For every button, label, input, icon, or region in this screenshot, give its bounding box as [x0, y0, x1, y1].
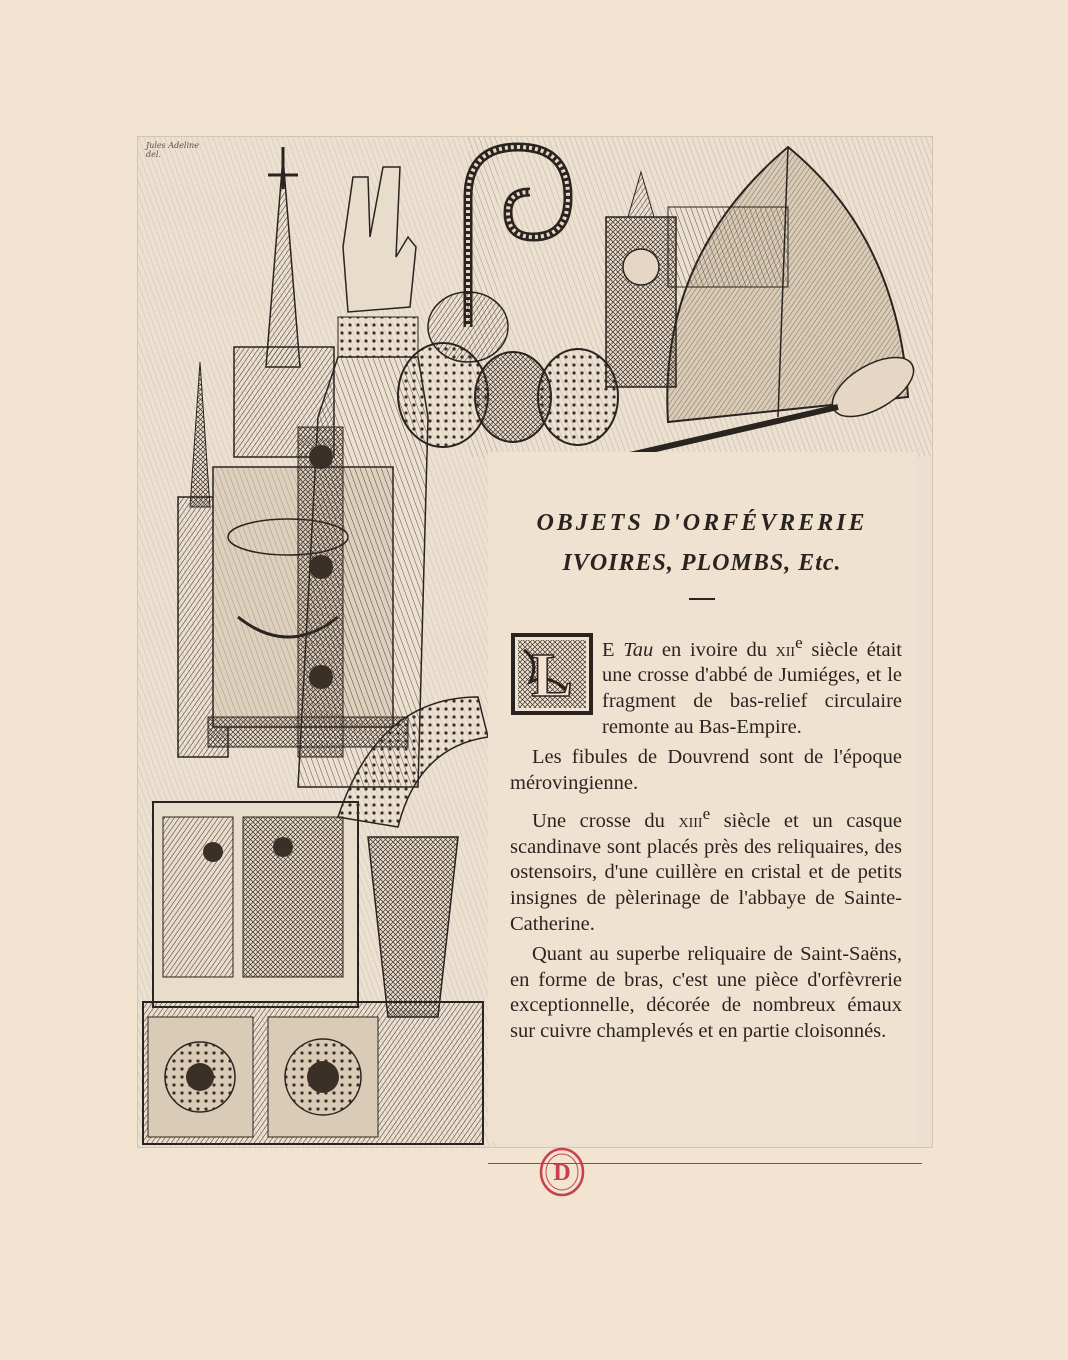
p3-pre: Une crosse du: [532, 810, 679, 833]
dropcap-continuation: E: [602, 638, 624, 661]
ornamental-rule: [689, 598, 715, 600]
p3-century: xiii: [678, 810, 703, 833]
drop-cap-l: [510, 632, 594, 716]
p1-rest: siècle était une crosse d'abbé de Jumiéges, et le fragment de bas-relief circulaire remonte au Bas-Empire.: [602, 638, 903, 738]
artist-signature: Jules Adeline del.: [146, 141, 199, 159]
p1-pre: en ivoire du: [653, 638, 776, 661]
p3-rest: siècle et un casque scandinave sont placés près des reliquaires, des ostensoirs, d'une cuillère en cristal et de petits insignes de pèlerinage de l'abbaye de Sainte-Catherine.: [510, 810, 903, 935]
italic-tau: Tau: [623, 638, 654, 661]
body-text: [510, 630, 902, 1050]
drop-cap-letter: L: [531, 642, 573, 710]
p1-sup: e: [795, 633, 803, 652]
p1-century: xii: [775, 638, 796, 661]
text-panel: [488, 452, 916, 1142]
paragraph-1: [510, 630, 902, 740]
p3-sup: e: [702, 804, 711, 824]
heading-objets-orfevrerie: OBJETS D'ORFÉVRERIE: [536, 510, 868, 536]
paragraph-3: [510, 801, 902, 937]
paragraph-2: Les fibules de Douvrend sont de l'époque mérovingienne.: [510, 746, 902, 794]
carved-chest: [143, 1002, 483, 1144]
library-stamp: [538, 1146, 586, 1198]
paragraph-4: Quant au superbe reliquaire de Saint-Saëns, en forme de bras, c'est une pièce d'orfèvrerie exceptionnelle, décorée de nombreux émaux sur cuivre champlevés et en partie cloisonnés.: [510, 943, 902, 1042]
ivory-bas-relief: [153, 802, 358, 1007]
fibulae: [398, 343, 618, 447]
stamp-letter: D: [553, 1160, 571, 1186]
heading-ivoires-plombs: IVOIRES, PLOMBS, Etc.: [562, 550, 842, 576]
etching-plate: [138, 137, 932, 1147]
